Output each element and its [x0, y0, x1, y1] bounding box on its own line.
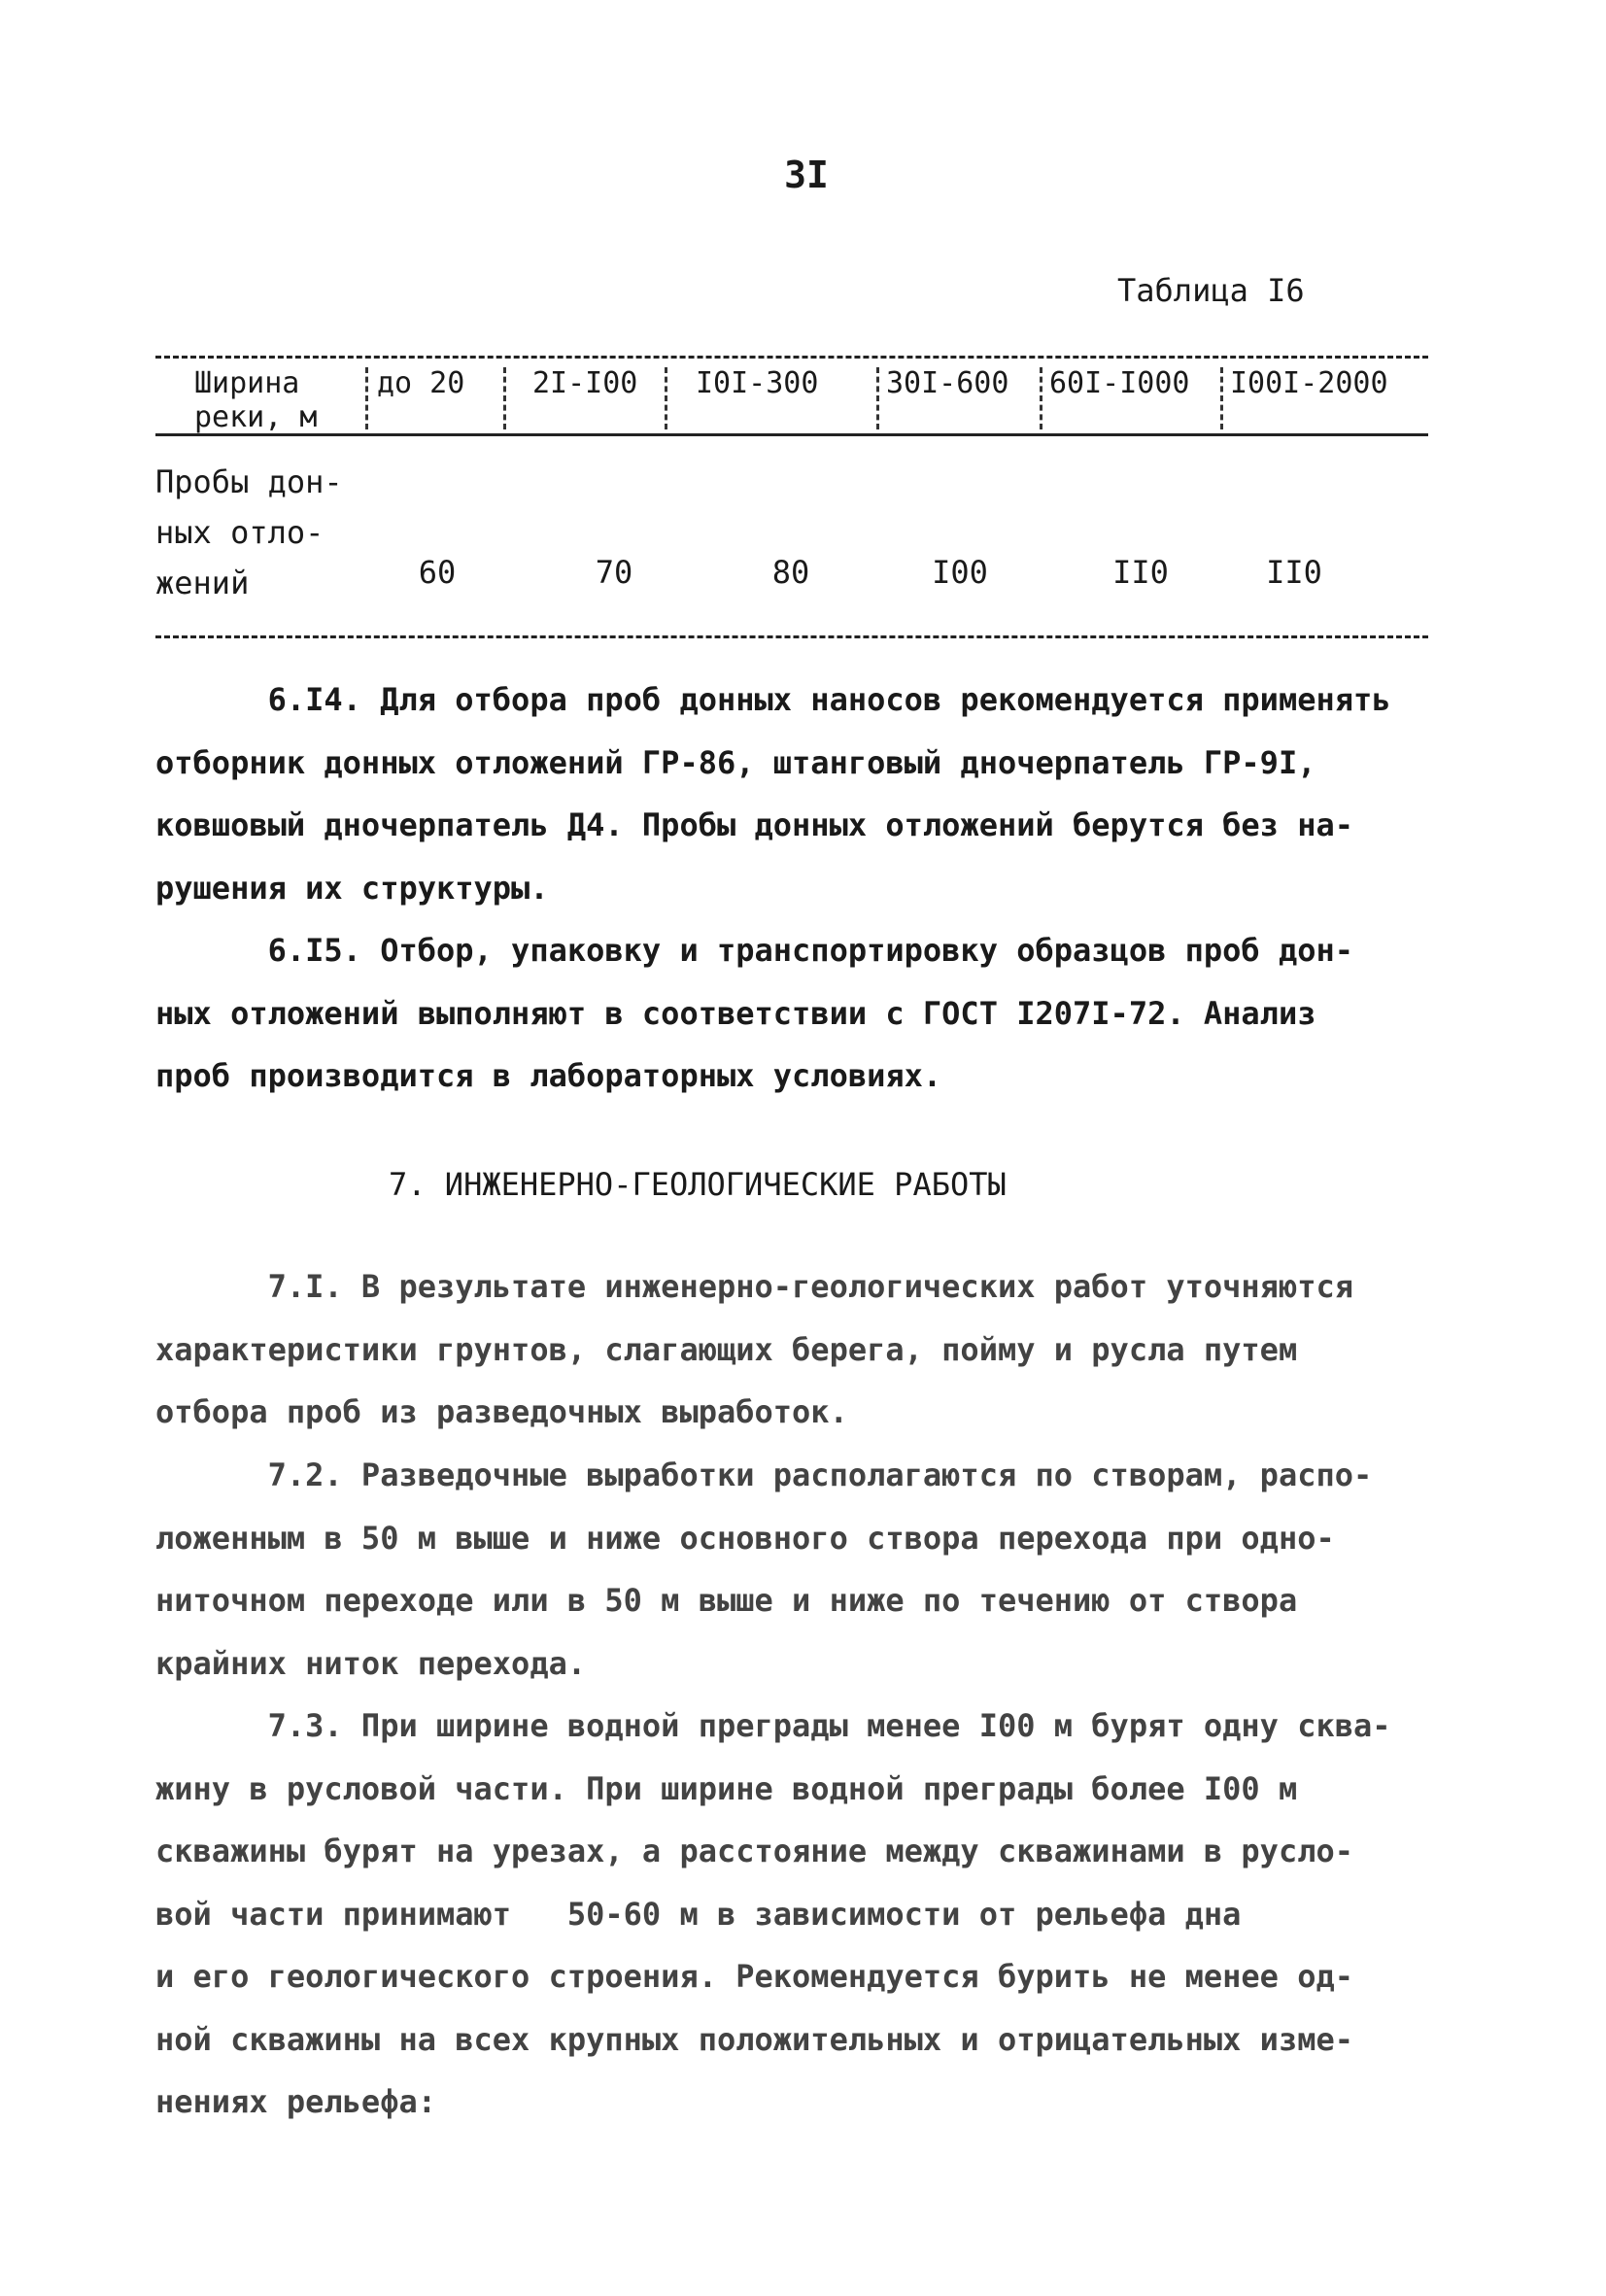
column-separator: [876, 367, 879, 429]
text-line: 7.I. В результате инженерно-геологических работ уточняются: [155, 1268, 1353, 1305]
column-separator: [1040, 367, 1042, 429]
table-value-3: 80: [771, 554, 810, 591]
table-header-rule: [155, 433, 1428, 436]
paragraph-6-14: [155, 668, 1438, 919]
text-line: 7.2. Разведочные выработки располагаются по створам, распо-: [155, 1456, 1373, 1493]
text-line: скважины бурят на урезах, а расстояние между скважинами в русло-: [155, 1833, 1353, 1869]
paragraph-7-3: [155, 1695, 1438, 2134]
text-line: 6.I4. Для отбора проб донных наносов рекомендуется применять: [155, 681, 1391, 718]
paragraph-7-2: [155, 1444, 1438, 1695]
text-line: вой части принимают 50-60 м в зависимости от рельефа дна: [155, 1895, 1242, 1933]
text-line: 7.3. При ширине водной преграды менее I00 м бурят одну сква-: [155, 1707, 1391, 1744]
text-line: рушения их структуры.: [155, 869, 549, 907]
section-heading: 7. ИНЖЕНЕРНО-ГЕОЛОГИЧЕСКИЕ РАБОТЫ: [389, 1166, 1007, 1203]
table-value-1: 60: [418, 554, 457, 591]
text-line: ных отложений выполняют в соответствии с ГОСТ I207I-72. Анализ: [155, 994, 1316, 1032]
text-line: характеристики грунтов, слагающих берега, пойму и русла путем: [155, 1330, 1298, 1368]
text-line: ковшовый дночерпатель Д4. Пробы донных отложений берутся без на-: [155, 806, 1353, 843]
column-header-6: I00I-2000: [1230, 366, 1388, 400]
column-separator: [665, 367, 667, 429]
header-label-line2: реки, м: [194, 400, 318, 434]
paragraph-6-15: [155, 919, 1438, 1108]
text-line: ложенным в 50 м выше и ниже основного створа перехода при одно-: [155, 1519, 1335, 1557]
row-label-line: ных отло-: [155, 514, 325, 551]
text-line: крайних ниток перехода.: [155, 1644, 587, 1682]
text-line: ной скважины на всех крупных положительных и отрицательных изме-: [155, 2020, 1353, 2058]
column-header-5: 60I-I000: [1049, 366, 1190, 400]
header-label-line1: Ширина: [194, 366, 300, 400]
row-label-line: Пробы дон-: [155, 463, 343, 500]
text-line: отбора проб из разведочных выработок.: [155, 1393, 848, 1430]
text-line: и его геологического строения. Рекомендуется бурить не менее од-: [155, 1958, 1353, 1995]
table-value-5: II0: [1112, 554, 1169, 591]
row-label-line: жений: [155, 565, 250, 601]
table-value-4: I00: [932, 554, 988, 591]
column-header-1: до 20: [377, 366, 465, 400]
text-line: 6.I5. Отбор, упаковку и транспортировку образцов проб дон-: [155, 932, 1353, 969]
column-separator: [503, 367, 506, 429]
text-line: жину в русловой части. При ширине водной преграды более I00 м: [155, 1769, 1298, 1807]
table-value-6: II0: [1266, 554, 1322, 591]
text-line: отборник донных отложений ГР-86, штанговый дночерпатель ГР-9I,: [155, 743, 1316, 781]
text-line: ниточном переходе или в 50 м выше и ниже по течению от створа: [155, 1582, 1298, 1619]
table-bottom-rule: [155, 635, 1428, 638]
text-line: проб производится в лабораторных условиях.: [155, 1057, 942, 1094]
page-number: 3I: [784, 154, 829, 196]
table-caption: Таблица I6: [1117, 272, 1305, 309]
text-line: нениях рельефа:: [155, 2083, 436, 2120]
row-label: [155, 457, 343, 608]
column-separator: [1220, 367, 1223, 429]
column-header-2: 2I-I00: [532, 366, 638, 400]
column-separator: [365, 367, 368, 429]
column-header-4: 30I-600: [886, 366, 1009, 400]
table-top-rule: [155, 356, 1428, 359]
table-value-2: 70: [595, 554, 633, 591]
column-header-3: I0I-300: [696, 366, 819, 400]
paragraph-7-1: [155, 1255, 1438, 1444]
